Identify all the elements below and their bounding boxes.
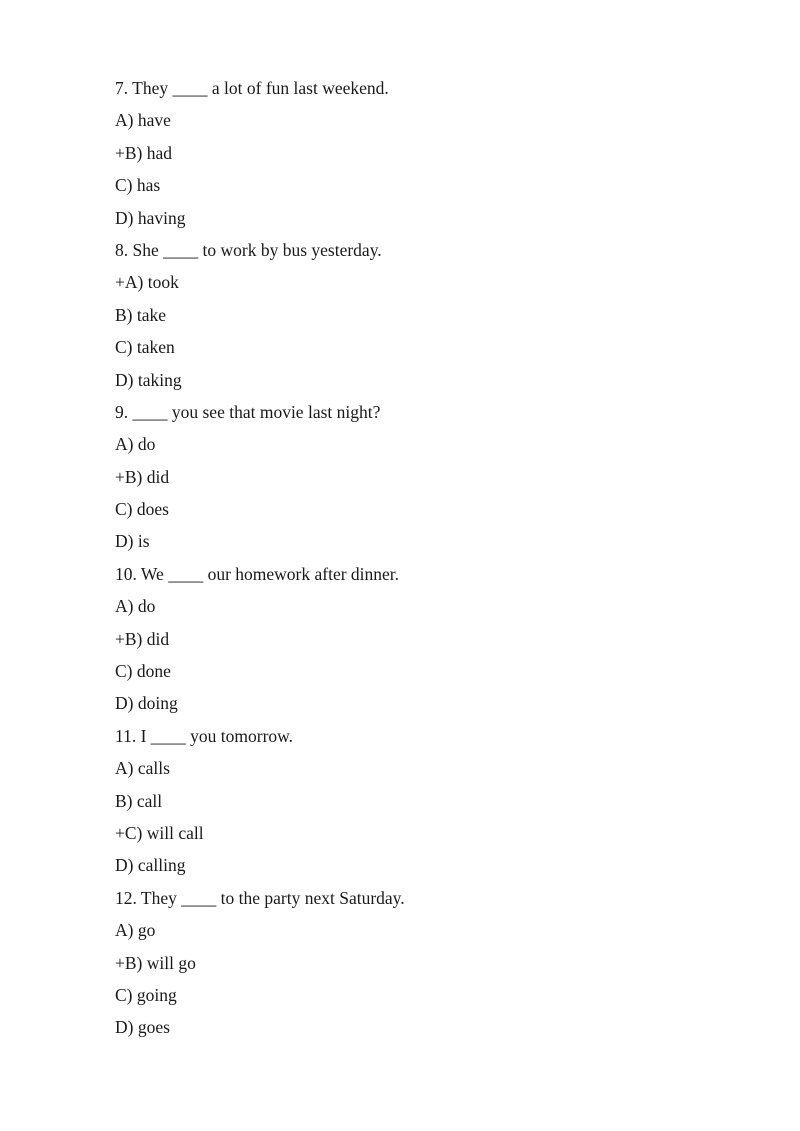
- answer-option: A) do: [115, 596, 156, 617]
- question-9: [115, 396, 715, 558]
- question-prompt: 12. They ____ to the party next Saturday.: [115, 887, 405, 908]
- answer-option: D) is: [115, 531, 150, 552]
- answer-option-correct: +C) will call: [115, 822, 204, 843]
- worksheet-page: [115, 72, 715, 1044]
- answer-option: B) take: [115, 304, 167, 325]
- answer-option: D) calling: [115, 855, 186, 876]
- answer-option: C) going: [115, 984, 177, 1005]
- answer-option-correct: +B) did: [115, 628, 170, 649]
- answer-option: C) done: [115, 661, 171, 682]
- question-10: [115, 558, 715, 720]
- answer-option: D) doing: [115, 693, 178, 714]
- answer-option: A) calls: [115, 758, 170, 779]
- question-8: [115, 234, 715, 396]
- answer-option: A) go: [115, 920, 156, 941]
- answer-option: C) does: [115, 499, 169, 520]
- answer-option: B) call: [115, 790, 163, 811]
- question-prompt: 10. We ____ our homework after dinner.: [115, 563, 400, 584]
- answer-option: C) has: [115, 175, 161, 196]
- question-11: [115, 720, 715, 882]
- answer-option: A) have: [115, 110, 171, 131]
- answer-option: C) taken: [115, 337, 175, 358]
- question-prompt: 9. ____ you see that movie last night?: [115, 401, 381, 422]
- answer-option: A) do: [115, 434, 156, 455]
- question-7: [115, 72, 715, 234]
- question-prompt: 8. She ____ to work by bus yesterday.: [115, 239, 382, 260]
- answer-option: D) having: [115, 207, 186, 228]
- question-prompt: 7. They ____ a lot of fun last weekend.: [115, 78, 389, 98]
- answer-option-correct: +B) had: [115, 142, 173, 163]
- answer-option: D) taking: [115, 369, 182, 390]
- question-prompt: 11. I ____ you tomorrow.: [115, 725, 294, 746]
- question-12: [115, 882, 715, 1044]
- answer-option-correct: +A) took: [115, 272, 179, 293]
- answer-option-correct: +B) will go: [115, 952, 196, 973]
- answer-option: D) goes: [115, 1017, 170, 1038]
- answer-option-correct: +B) did: [115, 466, 170, 487]
